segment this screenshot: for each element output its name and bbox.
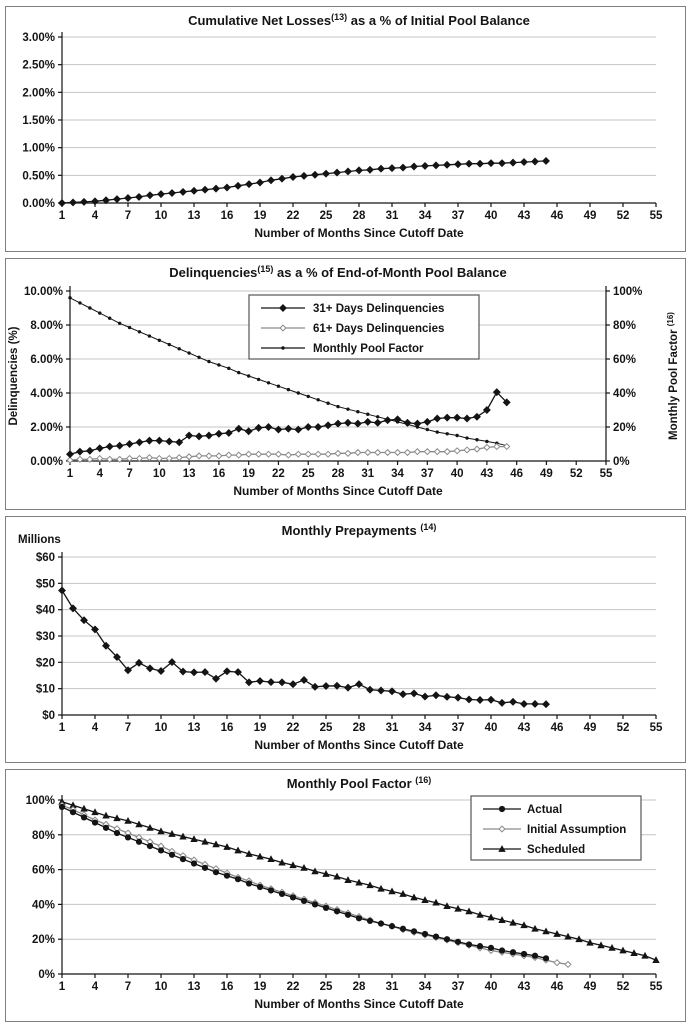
x-axis-tick-label: 28 — [352, 210, 366, 222]
x-axis-tick-label: 4 — [91, 722, 99, 734]
y-axis-tick-label: $20 — [35, 657, 55, 670]
y-axis-tick-label: 60% — [31, 864, 55, 877]
y-axis-tick-label: 4.00% — [30, 388, 63, 400]
axes — [36, 552, 663, 734]
x-axis-tick-label: 19 — [253, 981, 267, 993]
x-axis-tick-label: 4 — [91, 210, 99, 222]
chart-panel-monthly-prepayments — [5, 516, 686, 763]
x-axis-tick-label: 31 — [385, 210, 399, 222]
x-axis-tick-label: 13 — [182, 468, 196, 480]
x-axis-tick-label: 37 — [451, 981, 465, 993]
y-axis-tick-label: $30 — [35, 631, 55, 643]
y-axis-tick-label: 10.00% — [23, 286, 63, 298]
x-axis-tick-label: 31 — [385, 981, 399, 993]
x-axis-tick-label: 52 — [616, 722, 630, 734]
x-axis-title: Number of Months Since Cutoff Date — [254, 226, 464, 240]
x-axis-tick-label: 40 — [484, 210, 498, 222]
y-axis-tick-label: 100% — [25, 795, 55, 807]
y-axis-tick-label: $10 — [35, 683, 55, 696]
x-axis-tick-label: 13 — [187, 210, 201, 222]
y-axis-tick-label: 2.00% — [30, 422, 63, 434]
y-axis-tick-label: $60 — [35, 552, 55, 564]
chart-svg — [6, 7, 685, 251]
y-axis-tick-label: 8.00% — [30, 320, 63, 332]
x-axis-tick-label: 37 — [451, 722, 465, 734]
chart-svg — [6, 517, 685, 762]
x-axis-tick-label: 46 — [550, 722, 564, 734]
x-axis-tick-label: 22 — [286, 210, 300, 222]
x-axis-title: Number of Months Since Cutoff Date — [254, 997, 464, 1011]
x-axis-tick-label: 10 — [154, 722, 168, 734]
legend-label: 31+ Days Delinquencies — [313, 303, 445, 315]
x-axis-tick-label: 31 — [385, 722, 399, 734]
x-axis-tick-label: 49 — [583, 210, 597, 222]
right-axis-tick-label: 60% — [613, 354, 637, 366]
right-axis-tick-label: 40% — [613, 388, 637, 400]
y-axis-tick-label: 0.50% — [22, 170, 55, 183]
chart-title: Monthly Prepayments $^{(14)}$ — [281, 522, 437, 538]
legend-label: 61+ Days Delinquencies — [313, 323, 445, 335]
x-axis-tick-label: 37 — [451, 210, 465, 222]
x-axis-tick-label: 55 — [599, 468, 613, 480]
x-axis-tick-label: 46 — [550, 981, 564, 993]
y-axis-tick-label: 0.00% — [30, 456, 63, 468]
right-axis-title: Monthly Pool Factor $^{(16)}$ — [666, 312, 680, 440]
legend — [471, 796, 641, 860]
x-axis-tick-label: 10 — [154, 210, 168, 222]
x-axis-tick-label: 25 — [319, 981, 333, 993]
y-axis-tick-label: $40 — [35, 604, 55, 617]
x-axis-tick-label: 1 — [58, 722, 66, 734]
x-axis-tick-label: 34 — [418, 981, 432, 993]
chart-svg — [6, 259, 685, 509]
legend-label: Actual — [527, 804, 563, 816]
x-axis-tick-label: 16 — [220, 210, 234, 222]
x-axis-tick-label: 55 — [649, 981, 663, 993]
x-axis-tick-label: 10 — [152, 468, 166, 480]
series-monthly-prepayments — [59, 587, 550, 708]
x-axis-tick-label: 10 — [154, 981, 168, 993]
x-axis-tick-label: 34 — [418, 210, 432, 222]
right-axis-tick-label: 100% — [613, 286, 643, 298]
x-axis-tick-label: 4 — [91, 981, 99, 993]
x-axis-tick-label: 52 — [616, 981, 630, 993]
y-axis-tick-label: 20% — [31, 934, 55, 947]
x-axis-tick-label: 25 — [319, 722, 333, 734]
x-axis-tick-label: 22 — [272, 468, 285, 480]
x-axis-tick-label: 7 — [126, 468, 133, 480]
x-axis-tick-label: 4 — [96, 468, 103, 480]
chart-title: Monthly Pool Factor $^{(16)}$ — [286, 775, 432, 791]
legend-label: Scheduled — [527, 844, 586, 856]
y-axis-tick-label: 3.00% — [22, 32, 55, 44]
x-axis-tick-label: 19 — [253, 722, 267, 734]
x-axis-tick-label: 7 — [124, 981, 132, 993]
right-axis-tick-label: 20% — [613, 422, 637, 434]
y-axis-tick-label: 2.00% — [22, 87, 55, 100]
x-axis-tick-label: 16 — [220, 981, 234, 993]
legend-label: Monthly Pool Factor — [313, 343, 424, 355]
series-cumulative-net-losses — [59, 158, 550, 207]
x-axis-tick-label: 1 — [58, 981, 66, 993]
x-axis-tick-label: 28 — [352, 722, 366, 734]
x-axis-tick-label: 52 — [569, 468, 583, 480]
chart-panel-monthly-pool-factor — [5, 769, 686, 1022]
x-axis-tick-label: 25 — [301, 468, 315, 480]
units-label: Millions — [18, 534, 61, 546]
y-axis-tick-label: 2.50% — [22, 59, 55, 72]
x-axis-tick-label: 52 — [616, 210, 630, 222]
y-axis-tick-label: 0.00% — [22, 198, 55, 210]
y-axis-tick-label: 80% — [31, 829, 55, 842]
x-axis-tick-label: 43 — [480, 468, 494, 480]
y-axis-tick-label: $50 — [35, 578, 55, 591]
x-axis-tick-label: 19 — [242, 468, 256, 480]
y-axis-tick-label: 1.50% — [22, 115, 55, 127]
chart-svg — [6, 770, 685, 1021]
x-axis-tick-label: 49 — [583, 722, 597, 734]
x-axis-tick-label: 55 — [649, 210, 663, 222]
y-axis-tick-label: $0 — [42, 710, 55, 722]
series-31-days-delinquencies — [67, 389, 511, 458]
x-axis-tick-label: 40 — [450, 468, 464, 480]
x-axis-tick-label: 46 — [550, 210, 564, 222]
x-axis-tick-label: 13 — [187, 722, 201, 734]
x-axis-tick-label: 40 — [484, 981, 498, 993]
x-axis-tick-label: 16 — [212, 468, 226, 480]
x-axis-title: Number of Months Since Cutoff Date — [233, 484, 443, 498]
x-axis-tick-label: 37 — [420, 468, 434, 480]
x-axis-tick-label: 22 — [286, 981, 300, 993]
y-axis-tick-label: 1.00% — [22, 142, 55, 155]
x-axis-tick-label: 19 — [253, 210, 267, 222]
x-axis-tick-label: 55 — [649, 722, 663, 734]
x-axis-tick-label: 40 — [484, 722, 498, 734]
x-axis-tick-label: 31 — [361, 468, 375, 480]
x-axis-tick-label: 49 — [583, 981, 597, 993]
x-axis-tick-label: 13 — [187, 981, 201, 993]
axes — [22, 32, 663, 222]
x-axis-tick-label: 34 — [418, 722, 432, 734]
x-axis-tick-label: 7 — [124, 210, 132, 222]
chart-panel-delinquencies — [5, 258, 686, 510]
y-axis-title: Delinquencies (%) — [8, 326, 20, 426]
chart-panel-cumulative-net-losses — [5, 6, 686, 252]
x-axis-tick-label: 25 — [319, 210, 333, 222]
x-axis-tick-label: 7 — [124, 722, 132, 734]
x-axis-tick-label: 49 — [540, 468, 553, 480]
x-axis-tick-label: 22 — [286, 722, 300, 734]
gridlines — [62, 37, 656, 175]
x-axis-title: Number of Months Since Cutoff Date — [254, 738, 464, 752]
y-axis-tick-label: 6.00% — [30, 354, 63, 366]
x-axis-tick-label: 28 — [352, 981, 366, 993]
x-axis-tick-label: 16 — [220, 722, 234, 734]
x-axis-tick-label: 34 — [391, 468, 404, 480]
x-axis-tick-label: 1 — [66, 468, 74, 480]
x-axis-tick-label: 43 — [517, 981, 531, 993]
chart-title: Cumulative Net Losses$^{(13)}$ as a % of Initial Pool Balance — [188, 12, 530, 28]
right-axis-tick-label: 80% — [613, 320, 637, 332]
x-axis-tick-label: 43 — [517, 210, 531, 222]
x-axis-tick-label: 28 — [331, 468, 345, 480]
legend — [249, 295, 479, 359]
x-axis-tick-label: 46 — [510, 468, 524, 480]
x-axis-tick-label: 43 — [517, 722, 531, 734]
right-axis-tick-label: 0% — [613, 456, 630, 468]
legend-label: Initial Assumption — [527, 824, 627, 836]
y-axis-tick-label: 40% — [31, 899, 55, 912]
x-axis-tick-label: 1 — [58, 210, 66, 222]
series-61-days-delinquencies — [67, 444, 510, 463]
chart-title: Delinquencies$^{(15)}$ as a % of End-of-Month Pool Balance — [169, 264, 507, 280]
y-axis-tick-label: 0% — [38, 969, 55, 981]
